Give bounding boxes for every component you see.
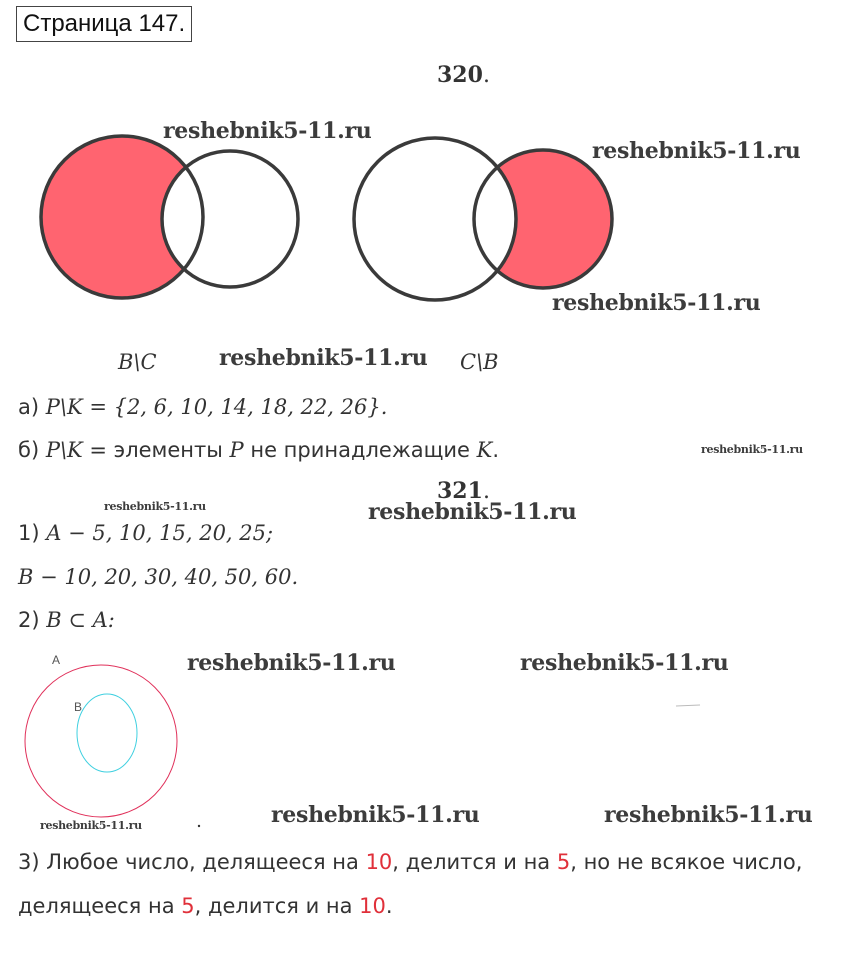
stray-dot (198, 825, 200, 827)
line-b-expr1: P\K (45, 438, 83, 462)
watermark: reshebnik5-11.ru (604, 802, 813, 828)
line-5-number-5: 5 (181, 894, 195, 918)
line-b-expr3: K (476, 438, 493, 462)
line-3-prefix: 2) (18, 608, 47, 632)
line-5-part1: делящееся на (18, 894, 182, 918)
task-320-number (437, 62, 490, 88)
task-321-line-1 (18, 521, 273, 545)
line-a-prefix: а) (18, 395, 46, 419)
task-321-line-2 (18, 565, 298, 589)
line-a-expression: P\K = {2, 6, 10, 14, 18, 22, 26}. (45, 395, 388, 419)
task-320-number-text: 320 (437, 62, 483, 88)
venn1-caption: B\C (118, 350, 157, 374)
set-a-circle (25, 665, 177, 817)
line-4-number-10: 10 (365, 850, 393, 874)
set-a-label: A (52, 653, 61, 667)
line-3-expression: B ⊂ A: (46, 608, 115, 632)
watermark: reshebnik5-11.ru (271, 802, 480, 828)
set-b-label: B (74, 700, 83, 714)
watermark: reshebnik5-11.ru (552, 290, 761, 316)
line-b-middle: = элементы (82, 438, 230, 462)
watermark: reshebnik5-11.ru (219, 345, 428, 371)
line-4-part3: , но не всякое число, (570, 850, 803, 874)
line-5-number-10: 10 (359, 894, 386, 918)
venn-b-minus-c (41, 136, 298, 298)
line-b-rest: не принадлежащие (243, 438, 477, 462)
watermark: reshebnik5-11.ru (163, 118, 372, 144)
watermark: reshebnik5-11.ru (40, 819, 142, 832)
task-321-line-5 (18, 894, 393, 918)
line-5-part2: , делится и на (194, 894, 360, 918)
line-4-number-5: 5 (556, 850, 571, 874)
line-2-expression: B − 10, 20, 30, 40, 50, 60. (18, 565, 299, 589)
task-321-line-3 (18, 608, 115, 632)
task-321-dot: . (482, 479, 490, 504)
line-4-part1: 3) Любое число, делящееся на (18, 850, 366, 874)
watermark: reshebnik5-11.ru (104, 500, 206, 513)
set-b-ellipse (77, 694, 137, 772)
task-320-dot: . (482, 63, 490, 88)
line-1-expression: A − 5, 10, 15, 20, 25; (46, 521, 274, 545)
task-321-number-text: 321 (437, 478, 483, 504)
watermark: reshebnik5-11.ru (368, 499, 577, 525)
line-4-part2: , делится и на (392, 850, 557, 874)
watermark: reshebnik5-11.ru (701, 443, 803, 456)
line-5-part3: . (385, 894, 393, 918)
page-label: Страница 147. (16, 6, 192, 42)
line-b-expr2: P (229, 438, 244, 462)
watermark: reshebnik5-11.ru (592, 138, 801, 164)
line-b-prefix: б) (18, 438, 46, 462)
task-320-line-b (18, 438, 499, 462)
task-320-line-a (18, 395, 387, 419)
subset-diagram (25, 665, 177, 817)
task-321-line-4 (18, 850, 802, 874)
venn2-caption: C\B (460, 350, 499, 374)
stray-mark (676, 705, 700, 706)
line-1-prefix: 1) (18, 521, 47, 545)
watermark: reshebnik5-11.ru (187, 650, 396, 676)
venn-c-minus-b (354, 138, 612, 300)
line-b-end: . (492, 438, 500, 462)
watermark: reshebnik5-11.ru (520, 650, 729, 676)
